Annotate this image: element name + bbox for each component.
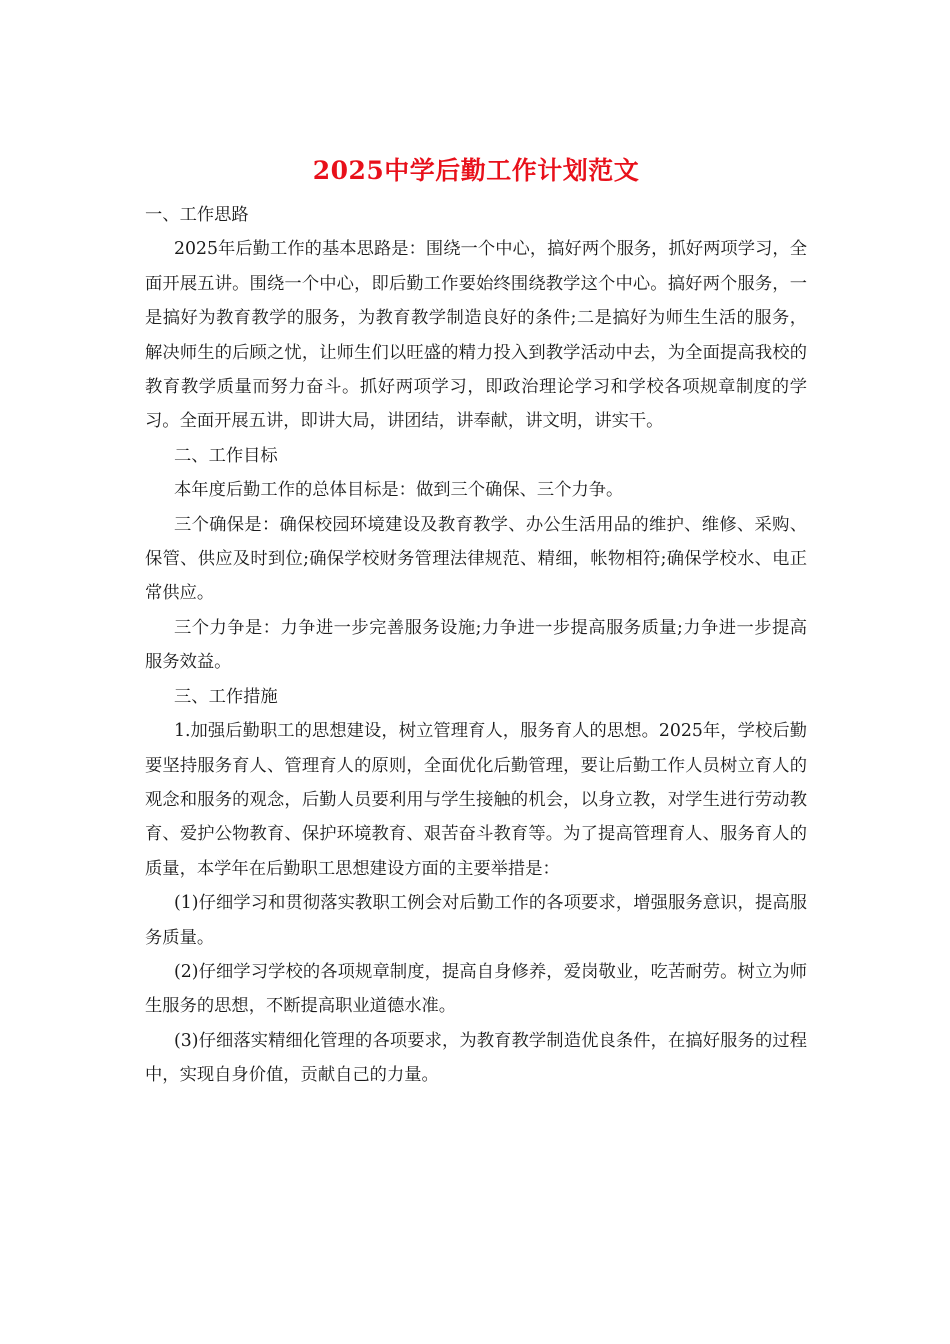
list-item-1: (1)仔细学习和贯彻落实教职工例会对后勤工作的各项要求，增强服务意识，提高服务质量。: [145, 893, 807, 948]
list-item-2: (2)仔细学习学校的各项规章制度，提高自身修养，爱岗敬业，吃苦耐劳。树立为师生服务的思想，不断提高职业道德水准。: [145, 961, 807, 1017]
paragraph-three-ensures: 三个确保是：确保校园环境建设及教育教学、办公生活用品的维护、维修、采购、保管、供应及时到位;确保学校财务管理法律规范、精细，帐物相符;确保学校水、电正常供应。: [145, 514, 807, 604]
document-body: [145, 152, 807, 1093]
list-item-3: (3)仔细落实精细化管理的各项要求，为教育教学制造优良条件，在搞好服务的过程中，实现自身价值，贡献自己的力量。: [145, 1030, 807, 1086]
paragraph-ideas-body: 2025年后勤工作的基本思路是：围绕一个中心，搞好两个服务，抓好两项学习，全面开展五讲。围绕一个中心，即后勤工作要始终围绕教学这个中心。搞好两个服务，一是搞好为教育教学的服务，为教育教学制造良好的条件;二是搞好为师生生活的服务，解决师生的后顾之忧，让师生们以旺盛的精力投入到教学活动中去，为全面提高我校的教育教学质量而努力奋斗。抓好两项学习，即政治理论学习和学校各项规章制度的学习。全面开展五讲，即讲大局，讲团结，讲奉献，讲文明，讲实干。: [145, 239, 807, 432]
section-heading-measures: 三、工作措施: [174, 686, 278, 707]
paragraph-measure-1: 1.加强后勤职工的思想建设，树立管理育人，服务育人的思想。2025年，学校后勤要坚持服务育人、管理育人的原则，全面优化后勤管理，要让后勤工作人员树立育人的观念和服务的观念，后勤人员要利用与学生接触的机会，以身立教，对学生进行劳动教育、爱护公物教育、保护环境教育、艰苦奋斗教育等。为了提高管理育人、服务育人的质量，本学年在后勤职工思想建设方面的主要举措是：: [145, 721, 807, 879]
section-heading-goals: 二、工作目标: [174, 445, 278, 466]
document-title: 2025中学后勤工作计划范文: [312, 156, 640, 185]
paragraph-three-strives: 三个力争是：力争进一步完善服务设施;力争进一步提高服务质量;力争进一步提高服务效益。: [145, 617, 807, 673]
section-heading-ideas: 一、工作思路: [145, 205, 249, 225]
paragraph-goals-summary: 本年度后勤工作的总体目标是：做到三个确保、三个力争。: [174, 480, 624, 501]
